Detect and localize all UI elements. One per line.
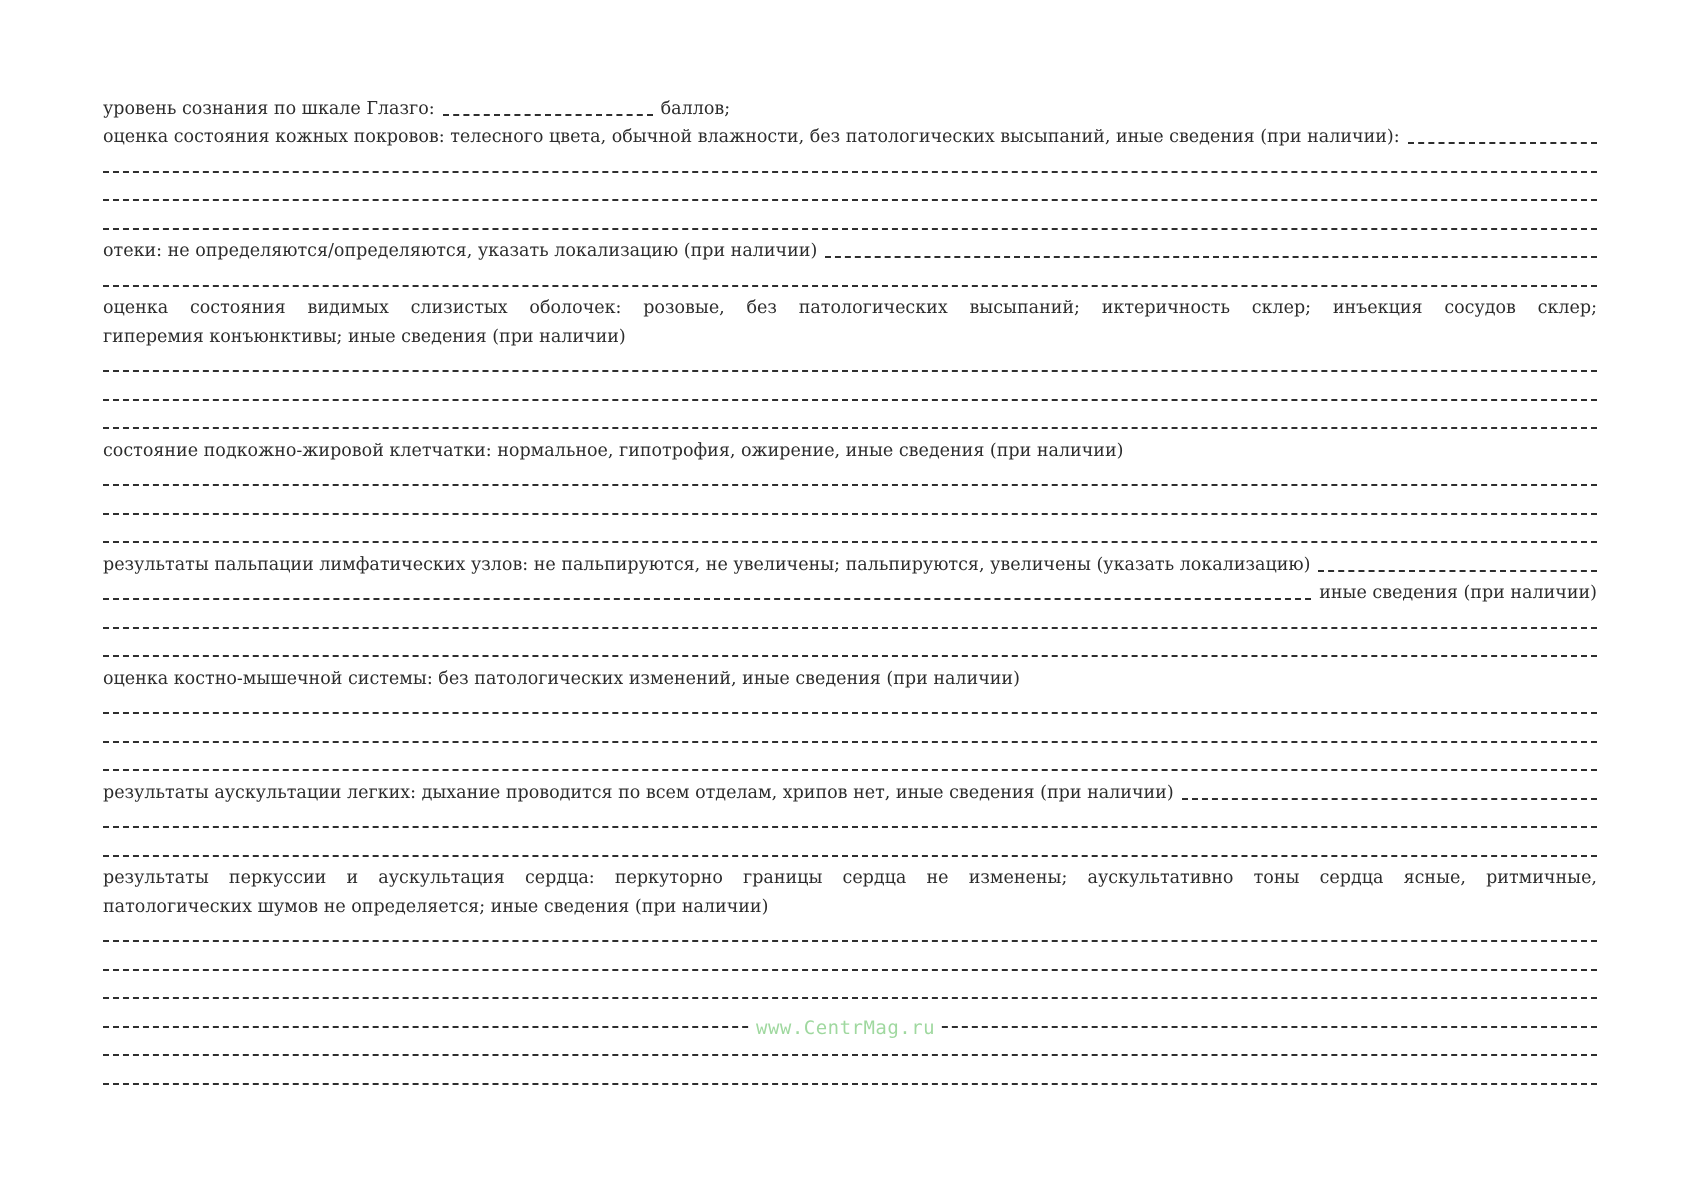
heart-label-line1: результаты перкуссии и аускультация сердца: перкуторно границы сердца не изменены; аускультативно тоны сердца ясные, ритмичные, <box>103 868 1597 888</box>
lymph-row-1 <box>103 550 1597 579</box>
mucosa-row-2 <box>103 322 1597 351</box>
lymph-blank-line-1[interactable] <box>103 607 1597 636</box>
skin-blank-line-3[interactable] <box>103 208 1597 237</box>
heart-row-2 <box>103 892 1597 921</box>
watermark-text: www.CentrMag.ru <box>752 1017 939 1039</box>
heart-label-line2: патологических шумов не определяется; иные сведения (при наличии) <box>103 896 769 917</box>
glasgow-label: уровень сознания по шкале Глазго: <box>103 98 435 119</box>
edema-label: отеки: не определяются/определяются, указать локализацию (при наличии) <box>103 241 818 261</box>
musculoskeletal-blank-line-1[interactable] <box>103 693 1597 722</box>
lungs-row <box>103 778 1597 807</box>
musculoskeletal-blank-line-3[interactable] <box>103 750 1597 779</box>
heart-blank-line-6[interactable] <box>103 1063 1597 1092</box>
lymph-localization-field-2[interactable] <box>103 598 1311 600</box>
mucosa-label-line1: оценка состояния видимых слизистых оболочек: розовые, без патологических высыпаний; иктеричность склер; инъекция сосудов склер; <box>103 298 1597 318</box>
subcutaneous-label: состояние подкожно-жировой клетчатки: нормальное, гипотрофия, ожирение, иные сведения (при наличии) <box>103 440 1124 461</box>
musculoskeletal-label: оценка костно-мышечной системы: без патологических изменений, иные сведения (при наличии) <box>103 668 1020 689</box>
lymph-row-2 <box>103 579 1597 608</box>
form-content <box>103 94 1597 1092</box>
lymph-blank-line-2[interactable] <box>103 636 1597 665</box>
edema-field[interactable] <box>825 256 1597 258</box>
lungs-blank-line-2[interactable] <box>103 835 1597 864</box>
mucosa-row-1 <box>103 294 1597 323</box>
subcutaneous-blank-line-1[interactable] <box>103 465 1597 494</box>
glasgow-score-field[interactable] <box>443 114 653 116</box>
subcutaneous-row <box>103 436 1597 465</box>
mucosa-blank-line-2[interactable] <box>103 379 1597 408</box>
skin-blank-line-2[interactable] <box>103 180 1597 209</box>
musculoskeletal-blank-line-2[interactable] <box>103 721 1597 750</box>
heart-row-1 <box>103 864 1597 893</box>
lymph-label: результаты пальпации лимфатических узлов: не пальпируются, не увеличены; пальпируются, увеличены (указать локализацию) <box>103 554 1311 575</box>
lungs-blank-line-1[interactable] <box>103 807 1597 836</box>
glasgow-suffix: баллов; <box>660 98 731 119</box>
musculoskeletal-row <box>103 664 1597 693</box>
mucosa-blank-line-3[interactable] <box>103 408 1597 437</box>
skin-row <box>103 123 1597 152</box>
mucosa-label-line2: гиперемия конъюнктивы; иные сведения (при наличии) <box>103 326 626 347</box>
lymph-other-label: иные сведения (при наличии) <box>1319 583 1597 603</box>
subcutaneous-blank-line-3[interactable] <box>103 522 1597 551</box>
heart-blank-line-3[interactable] <box>103 978 1597 1007</box>
heart-blank-line-1[interactable] <box>103 921 1597 950</box>
lymph-localization-field[interactable] <box>1318 570 1597 572</box>
lungs-field[interactable] <box>1182 798 1597 800</box>
heart-blank-line-2[interactable] <box>103 949 1597 978</box>
skin-blank-line-1[interactable] <box>103 151 1597 180</box>
glasgow-row <box>103 94 1597 123</box>
skin-label: оценка состояния кожных покровов: телесного цвета, обычной влажности, без патологических высыпаний, иные сведения (при наличии): <box>103 127 1400 147</box>
edema-row <box>103 237 1597 266</box>
edema-blank-line-1[interactable] <box>103 265 1597 294</box>
lungs-label: результаты аускультации легких: дыхание проводится по всем отделам, хрипов нет, иные сведения (при наличии) <box>103 782 1174 803</box>
subcutaneous-blank-line-2[interactable] <box>103 493 1597 522</box>
mucosa-blank-line-1[interactable] <box>103 351 1597 380</box>
skin-field[interactable] <box>1408 142 1597 144</box>
